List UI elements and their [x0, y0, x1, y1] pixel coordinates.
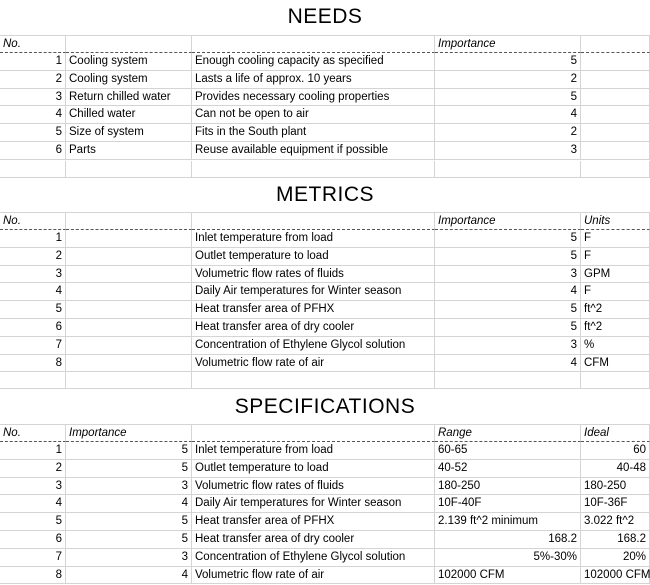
- metrics-metric-cell[interactable]: Concentration of Ethylene Glycol solution: [192, 337, 435, 355]
- metrics-spacer-row: [0, 161, 650, 178]
- metrics-metric-cell[interactable]: Daily Air temperatures for Winter season: [192, 283, 435, 301]
- specs-metric-cell[interactable]: Daily Air temperatures for Winter season: [192, 495, 435, 513]
- metrics-no-cell[interactable]: 2: [0, 248, 66, 266]
- specs-header-range[interactable]: Range: [435, 425, 581, 442]
- metrics-metric-cell[interactable]: Outlet temperature to load: [192, 248, 435, 266]
- table-row: [0, 513, 650, 531]
- table-row: [0, 355, 650, 373]
- specs-importance-cell[interactable]: 5: [66, 531, 192, 549]
- needs-no-cell[interactable]: 4: [0, 106, 66, 124]
- needs-no-cell[interactable]: 3: [0, 89, 66, 107]
- metrics-header-row: [0, 213, 650, 230]
- table-row: [0, 53, 650, 71]
- needs-importance-cell[interactable]: 2: [435, 124, 581, 142]
- table-row: [0, 549, 650, 567]
- specs-title-row: [0, 389, 650, 425]
- specs-importance-cell[interactable]: 5: [66, 442, 192, 460]
- table-row: [0, 337, 650, 355]
- specs-ideal-cell[interactable]: 168.2: [581, 531, 650, 549]
- needs-item-cell[interactable]: Return chilled water: [66, 89, 192, 107]
- metrics-no-cell[interactable]: 5: [0, 301, 66, 319]
- specs-importance-cell[interactable]: 3: [66, 478, 192, 496]
- metrics-units-cell[interactable]: F: [581, 283, 650, 301]
- specs-header-row: [0, 425, 650, 442]
- metrics-header-importance[interactable]: Importance: [435, 213, 581, 230]
- specs-no-cell[interactable]: 2: [0, 460, 66, 478]
- empty-cell[interactable]: [66, 319, 192, 337]
- specs-range-cell[interactable]: 168.2: [435, 531, 581, 549]
- empty-cell[interactable]: [66, 301, 192, 319]
- table-row: [0, 266, 650, 284]
- table-row: [0, 142, 650, 160]
- specs-ideal-cell[interactable]: 40-48: [581, 460, 650, 478]
- specs-range-cell[interactable]: 10F-40F: [435, 495, 581, 513]
- specs-importance-cell[interactable]: 4: [66, 567, 192, 585]
- metrics-importance-cell[interactable]: 4: [435, 355, 581, 373]
- empty-cell[interactable]: [581, 71, 650, 89]
- metrics-units-cell[interactable]: F: [581, 230, 650, 248]
- specs-ideal-cell[interactable]: 180-250: [581, 478, 650, 496]
- empty-cell[interactable]: [66, 355, 192, 373]
- needs-description-cell[interactable]: Lasts a life of approx. 10 years: [192, 71, 435, 89]
- table-row: [0, 567, 650, 585]
- metrics-importance-cell[interactable]: 3: [435, 337, 581, 355]
- specs-range-cell[interactable]: 2.139 ft^2 minimum: [435, 513, 581, 531]
- table-row: [0, 106, 650, 124]
- metrics-importance-cell[interactable]: 5: [435, 230, 581, 248]
- metrics-importance-cell[interactable]: 5: [435, 301, 581, 319]
- empty-cell[interactable]: [581, 124, 650, 142]
- specs-ideal-cell[interactable]: 10F-36F: [581, 495, 650, 513]
- table-row: [0, 230, 650, 248]
- metrics-importance-cell[interactable]: 5: [435, 319, 581, 337]
- table-row: [0, 71, 650, 89]
- specs-header-no[interactable]: No.: [0, 425, 66, 442]
- needs-description-cell[interactable]: Provides necessary cooling properties: [192, 89, 435, 107]
- metrics-units-cell[interactable]: GPM: [581, 266, 650, 284]
- needs-description-cell[interactable]: Can not be open to air: [192, 106, 435, 124]
- table-row: [0, 495, 650, 513]
- empty-cell[interactable]: [66, 283, 192, 301]
- specs-no-cell[interactable]: 7: [0, 549, 66, 567]
- specs-no-cell[interactable]: 5: [0, 513, 66, 531]
- needs-header-importance[interactable]: Importance: [435, 36, 581, 53]
- needs-item-cell[interactable]: Chilled water: [66, 106, 192, 124]
- metrics-units-cell[interactable]: %: [581, 337, 650, 355]
- needs-item-cell[interactable]: Size of system: [66, 124, 192, 142]
- needs-description-cell[interactable]: Fits in the South plant: [192, 124, 435, 142]
- specs-range-cell[interactable]: 60-65: [435, 442, 581, 460]
- table-row: [0, 319, 650, 337]
- needs-no-cell[interactable]: 1: [0, 53, 66, 71]
- metrics-header-no[interactable]: No.: [0, 213, 66, 230]
- specs-range-cell[interactable]: 180-250: [435, 478, 581, 496]
- needs-no-cell[interactable]: 5: [0, 124, 66, 142]
- specs-importance-cell[interactable]: 5: [66, 460, 192, 478]
- metrics-no-cell[interactable]: 1: [0, 230, 66, 248]
- needs-importance-cell[interactable]: 2: [435, 71, 581, 89]
- metrics-no-cell[interactable]: 6: [0, 319, 66, 337]
- metrics-no-cell[interactable]: 7: [0, 337, 66, 355]
- needs-title: NEEDS: [287, 5, 363, 28]
- metrics-title: METRICS: [276, 183, 374, 206]
- metrics-metric-cell[interactable]: Heat transfer area of PFHX: [192, 301, 435, 319]
- specs-metric-cell[interactable]: Heat transfer area of PFHX: [192, 513, 435, 531]
- needs-item-cell[interactable]: Parts: [66, 142, 192, 160]
- specs-no-cell[interactable]: 8: [0, 567, 66, 585]
- metrics-metric-cell[interactable]: Volumetric flow rate of air: [192, 355, 435, 373]
- specs-metric-cell[interactable]: Heat transfer area of dry cooler: [192, 531, 435, 549]
- table-row: [0, 89, 650, 107]
- needs-no-cell[interactable]: 2: [0, 71, 66, 89]
- metrics-no-cell[interactable]: 8: [0, 355, 66, 373]
- empty-cell[interactable]: [66, 230, 192, 248]
- table-row: [0, 124, 650, 142]
- empty-cell[interactable]: [66, 266, 192, 284]
- specs-range-cell[interactable]: 40-52: [435, 460, 581, 478]
- metrics-units-cell[interactable]: ft^2: [581, 319, 650, 337]
- specs-metric-cell[interactable]: Outlet temperature to load: [192, 460, 435, 478]
- specs-ideal-cell[interactable]: 60: [581, 442, 650, 460]
- metrics-title-row: [0, 178, 650, 213]
- metrics-importance-cell[interactable]: 4: [435, 283, 581, 301]
- specs-no-cell[interactable]: 3: [0, 478, 66, 496]
- specs-importance-cell[interactable]: 3: [66, 549, 192, 567]
- metrics-metric-cell[interactable]: Inlet temperature from load: [192, 230, 435, 248]
- specs-metric-cell[interactable]: Volumetric flow rate of air: [192, 567, 435, 585]
- needs-importance-cell[interactable]: 5: [435, 53, 581, 71]
- needs-no-cell[interactable]: 6: [0, 142, 66, 160]
- metrics-units-cell[interactable]: ft^2: [581, 301, 650, 319]
- table-row: [0, 301, 650, 319]
- specs-metric-cell[interactable]: Inlet temperature from load: [192, 442, 435, 460]
- metrics-importance-cell[interactable]: 3: [435, 266, 581, 284]
- specs-header-importance[interactable]: Importance: [66, 425, 192, 442]
- empty-cell[interactable]: [581, 89, 650, 107]
- needs-item-cell[interactable]: Cooling system: [66, 53, 192, 71]
- needs-title-row: [0, 0, 650, 36]
- specs-range-cell[interactable]: 102000 CFM: [435, 567, 581, 585]
- needs-description-cell[interactable]: Enough cooling capacity as specified: [192, 53, 435, 71]
- specs-no-cell[interactable]: 6: [0, 531, 66, 549]
- needs-importance-cell[interactable]: 3: [435, 142, 581, 160]
- specs-range-cell[interactable]: 5%-30%: [435, 549, 581, 567]
- table-row: [0, 442, 650, 460]
- specs-spacer-row: [0, 372, 650, 389]
- table-row: [0, 460, 650, 478]
- table-row: [0, 478, 650, 496]
- metrics-units-cell[interactable]: F: [581, 248, 650, 266]
- table-row: [0, 248, 650, 266]
- specs-metric-cell[interactable]: Concentration of Ethylene Glycol solution: [192, 549, 435, 567]
- empty-cell[interactable]: [581, 106, 650, 124]
- metrics-no-cell[interactable]: 3: [0, 266, 66, 284]
- metrics-importance-cell[interactable]: 5: [435, 248, 581, 266]
- specs-ideal-cell[interactable]: 3.022 ft^2: [581, 513, 650, 531]
- needs-header-row: [0, 36, 650, 53]
- specs-importance-cell[interactable]: 5: [66, 513, 192, 531]
- needs-importance-cell[interactable]: 4: [435, 106, 581, 124]
- empty-cell[interactable]: [581, 53, 650, 71]
- needs-item-cell[interactable]: Cooling system: [66, 71, 192, 89]
- needs-header-no[interactable]: No.: [0, 36, 66, 53]
- specs-importance-cell[interactable]: 4: [66, 495, 192, 513]
- specs-no-cell[interactable]: 1: [0, 442, 66, 460]
- specs-header-ideal[interactable]: Ideal: [581, 425, 650, 442]
- specifications-title: SPECIFICATIONS: [234, 395, 416, 418]
- specs-ideal-cell[interactable]: 102000 CFM: [581, 567, 650, 585]
- specs-metric-cell[interactable]: Volumetric flow rates of fluids: [192, 478, 435, 496]
- empty-cell[interactable]: [581, 142, 650, 160]
- empty-cell[interactable]: [66, 337, 192, 355]
- specs-no-cell[interactable]: 4: [0, 495, 66, 513]
- metrics-metric-cell[interactable]: Volumetric flow rates of fluids: [192, 266, 435, 284]
- metrics-no-cell[interactable]: 4: [0, 283, 66, 301]
- specs-ideal-cell[interactable]: 20%: [581, 549, 650, 567]
- needs-description-cell[interactable]: Reuse available equipment if possible: [192, 142, 435, 160]
- table-row: [0, 531, 650, 549]
- needs-importance-cell[interactable]: 5: [435, 89, 581, 107]
- metrics-header-units[interactable]: Units: [581, 213, 650, 230]
- table-row: [0, 283, 650, 301]
- empty-cell[interactable]: [66, 248, 192, 266]
- metrics-metric-cell[interactable]: Heat transfer area of dry cooler: [192, 319, 435, 337]
- metrics-units-cell[interactable]: CFM: [581, 355, 650, 373]
